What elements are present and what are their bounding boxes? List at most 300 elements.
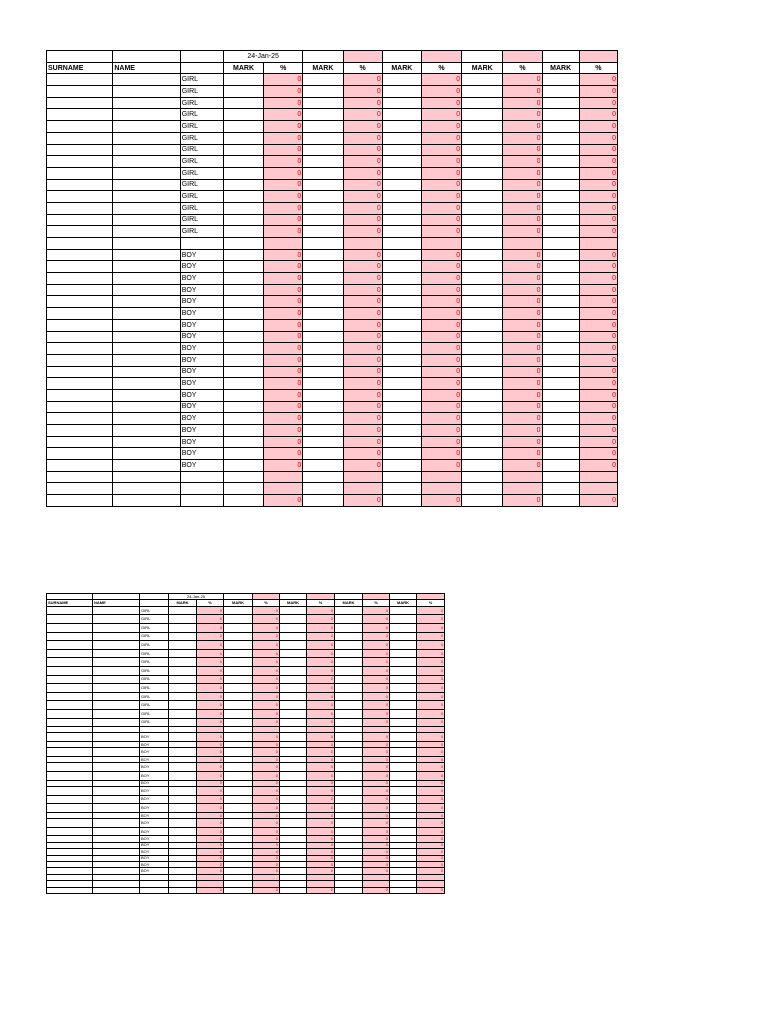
percent-cell[interactable]: 0 [503,331,542,343]
name-cell[interactable] [113,378,180,390]
gender-cell[interactable]: BOY [140,780,169,786]
percent-cell[interactable]: 0 [197,819,224,828]
percent-cell[interactable]: 0 [307,606,335,615]
name-cell[interactable] [93,692,140,701]
mark-cell[interactable] [335,787,363,796]
gender-cell[interactable]: BOY [180,319,223,331]
percent-cell[interactable]: 0 [197,812,224,818]
mark-cell[interactable] [335,718,363,727]
mark-cell[interactable] [169,701,197,710]
mark-cell[interactable] [169,692,197,701]
surname-cell[interactable] [47,733,93,742]
percent-cell[interactable]: 0 [253,658,280,667]
mark-cell[interactable] [462,354,503,366]
percent-cell[interactable]: 0 [417,757,445,763]
percent-cell[interactable]: 0 [579,436,617,448]
gender-cell[interactable]: BOY [180,448,223,460]
percent-cell[interactable]: 0 [363,868,390,874]
blank-cell[interactable] [93,887,140,893]
percent-cell[interactable]: 0 [197,615,224,624]
percent-cell[interactable]: 0 [264,401,303,413]
percent-cell[interactable]: 0 [264,425,303,437]
percent-cell[interactable]: 0 [579,167,617,179]
percent-cell[interactable]: 0 [253,615,280,624]
name-cell[interactable] [113,191,180,203]
mark-cell[interactable] [462,448,503,460]
mark-cell[interactable] [303,179,343,191]
percent-cell[interactable]: 0 [417,641,445,650]
mark-cell[interactable] [462,331,503,343]
percent-cell[interactable]: 0 [253,804,280,813]
mark-cell[interactable] [390,787,417,796]
mark-cell[interactable] [223,97,263,109]
percent-cell[interactable]: 0 [503,273,542,285]
percent-cell[interactable]: 0 [264,308,303,320]
mark-cell[interactable] [224,641,253,650]
percent-header[interactable]: % [579,62,617,74]
mark-cell[interactable] [224,827,253,836]
percent-cell[interactable]: 0 [343,249,382,261]
mark-cell[interactable] [223,191,263,203]
mark-cell[interactable] [224,787,253,796]
percent-cell[interactable]: 0 [363,733,390,742]
mark-cell[interactable] [390,772,417,781]
percent-cell[interactable]: 0 [421,261,461,273]
surname-cell[interactable] [47,261,113,273]
surname-cell[interactable] [47,296,113,308]
percent-cell[interactable]: 0 [253,819,280,828]
percent-cell[interactable]: 0 [253,718,280,727]
name-cell[interactable] [113,401,180,413]
mark-cell[interactable] [169,666,197,675]
mark-cell[interactable] [303,132,343,144]
surname-cell[interactable] [47,273,113,285]
mark-cell[interactable] [303,389,343,401]
mark-cell[interactable] [169,641,197,650]
surname-cell[interactable] [47,684,93,693]
percent-cell[interactable] [264,471,303,483]
blank-cell[interactable] [180,483,223,495]
percent-cell[interactable]: 0 [421,179,461,191]
mark-cell[interactable] [223,448,263,460]
percent-cell[interactable]: 0 [264,86,303,98]
percent-cell[interactable]: 0 [343,214,382,226]
mark-cell[interactable] [390,709,417,718]
name-cell[interactable] [113,144,180,156]
percent-cell[interactable]: 0 [417,849,445,855]
gender-cell[interactable]: BOY [180,343,223,355]
mark-cell[interactable] [303,121,343,133]
mark-cell[interactable] [462,366,503,378]
date-cell[interactable]: 24-Jan-25 [223,51,302,63]
gender-cell[interactable]: BOY [180,249,223,261]
gender-cell[interactable]: BOY [180,413,223,425]
percent-cell[interactable]: 0 [363,812,390,818]
mark-cell[interactable] [223,284,263,296]
gender-cell[interactable]: BOY [180,284,223,296]
mark-cell[interactable] [462,460,503,472]
percent-cell[interactable]: 0 [417,842,445,848]
percent-cell[interactable]: 0 [417,675,445,684]
mark-cell[interactable] [382,343,421,355]
surname-cell[interactable] [47,448,113,460]
mark-cell[interactable] [382,156,421,168]
percent-cell[interactable]: 0 [417,684,445,693]
gender-cell[interactable]: GIRL [140,658,169,667]
percent-cell[interactable]: 0 [343,296,382,308]
total-percent-cell[interactable]: 0 [503,495,542,507]
surname-cell[interactable] [47,308,113,320]
percent-cell[interactable]: 0 [579,308,617,320]
mark-cell[interactable] [382,249,421,261]
percent-cell[interactable]: 0 [417,623,445,632]
surname-cell[interactable] [47,692,93,701]
mark-cell[interactable] [335,606,363,615]
percent-cell[interactable]: 0 [264,296,303,308]
mark-cell[interactable] [382,389,421,401]
percent-cell[interactable]: 0 [503,460,542,472]
blank-cell[interactable] [140,887,169,893]
percent-cell[interactable]: 0 [579,401,617,413]
percent-cell[interactable]: 0 [421,296,461,308]
percent-cell[interactable]: 0 [253,861,280,867]
name-cell[interactable] [93,675,140,684]
mark-cell[interactable] [280,606,307,615]
percent-cell[interactable]: 0 [307,692,335,701]
mark-cell[interactable] [542,343,579,355]
mark-cell[interactable] [303,191,343,203]
percent-header[interactable]: % [197,600,224,606]
mark-cell[interactable] [390,615,417,624]
gender-cell[interactable]: BOY [180,331,223,343]
gender-cell[interactable]: GIRL [180,121,223,133]
percent-cell[interactable]: 0 [197,684,224,693]
percent-cell[interactable]: 0 [264,273,303,285]
mark-cell[interactable] [303,144,343,156]
percent-cell[interactable]: 0 [343,191,382,203]
mark-cell[interactable] [169,623,197,632]
mark-cell[interactable] [169,658,197,667]
name-cell[interactable] [93,827,140,836]
percent-cell[interactable]: 0 [417,772,445,781]
gender-cell[interactable]: BOY [180,354,223,366]
mark-cell[interactable] [280,718,307,727]
name-cell[interactable] [113,273,180,285]
mark-cell[interactable] [223,144,263,156]
percent-cell[interactable]: 0 [503,343,542,355]
mark-cell[interactable] [542,319,579,331]
mark-cell[interactable] [382,191,421,203]
percent-cell[interactable]: 0 [421,191,461,203]
mark-cell[interactable] [303,354,343,366]
mark-header-blank[interactable] [303,51,343,63]
percent-cell[interactable]: 0 [363,623,390,632]
percent-cell[interactable]: 0 [253,772,280,781]
percent-cell[interactable] [579,483,617,495]
gender-cell[interactable]: BOY [180,401,223,413]
percent-cell[interactable]: 0 [503,354,542,366]
percent-cell[interactable]: 0 [579,331,617,343]
mark-cell[interactable] [382,436,421,448]
gender-cell[interactable]: GIRL [140,623,169,632]
percent-cell[interactable]: 0 [417,701,445,710]
mark-cell[interactable] [382,238,421,250]
mark-cell[interactable] [303,238,343,250]
percent-cell[interactable]: 0 [343,97,382,109]
gender-cell[interactable]: BOY [140,855,169,861]
percent-cell[interactable]: 0 [307,718,335,727]
percent-cell[interactable]: 0 [417,780,445,786]
percent-header-band[interactable] [343,51,382,63]
percent-header-band[interactable] [579,51,617,63]
percent-cell[interactable]: 0 [363,780,390,786]
gender-cell[interactable]: GIRL [180,109,223,121]
mark-cell[interactable] [335,658,363,667]
percent-cell[interactable]: 0 [363,827,390,836]
percent-cell[interactable]: 0 [264,156,303,168]
mark-cell[interactable] [382,202,421,214]
percent-cell[interactable]: 0 [307,855,335,861]
percent-cell[interactable]: 0 [264,121,303,133]
mark-cell[interactable] [382,284,421,296]
mark-cell[interactable] [223,273,263,285]
percent-cell[interactable]: 0 [579,249,617,261]
percent-cell[interactable]: 0 [264,331,303,343]
percent-cell[interactable] [421,483,461,495]
total-percent-cell[interactable]: 0 [343,495,382,507]
percent-cell[interactable]: 0 [579,284,617,296]
gender-cell[interactable]: BOY [140,763,169,772]
mark-cell[interactable] [382,86,421,98]
percent-cell[interactable]: 0 [421,167,461,179]
percent-cell[interactable]: 0 [421,202,461,214]
percent-cell[interactable]: 0 [197,827,224,836]
name-cell[interactable] [113,261,180,273]
percent-cell[interactable]: 0 [421,331,461,343]
surname-cell[interactable] [47,167,113,179]
surname-cell[interactable] [47,132,113,144]
percent-cell[interactable]: 0 [197,763,224,772]
mark-cell[interactable] [542,249,579,261]
percent-cell[interactable]: 0 [253,742,280,748]
mark-cell[interactable] [542,284,579,296]
surname-cell[interactable] [47,249,113,261]
mark-cell[interactable] [169,615,197,624]
name-cell[interactable] [113,389,180,401]
gender-cell[interactable]: BOY [180,378,223,390]
percent-cell[interactable]: 0 [579,121,617,133]
percent-cell[interactable]: 0 [363,709,390,718]
mark-cell[interactable] [542,483,579,495]
percent-cell[interactable]: 0 [264,378,303,390]
gender-cell[interactable]: BOY [140,757,169,763]
mark-cell[interactable] [462,238,503,250]
percent-cell[interactable]: 0 [307,795,335,804]
percent-cell[interactable]: 0 [307,787,335,796]
mark-cell[interactable] [280,709,307,718]
mark-cell[interactable] [223,378,263,390]
total-percent-cell[interactable]: 0 [197,887,224,893]
mark-cell[interactable] [280,733,307,742]
percent-cell[interactable]: 0 [264,366,303,378]
surname-cell[interactable] [47,74,113,86]
mark-cell[interactable] [462,179,503,191]
gender-cell[interactable]: GIRL [180,132,223,144]
gender-cell[interactable]: GIRL [140,666,169,675]
mark-cell[interactable] [542,296,579,308]
mark-cell[interactable] [280,666,307,675]
name-cell[interactable] [93,819,140,828]
percent-cell[interactable]: 0 [253,849,280,855]
mark-cell[interactable] [280,684,307,693]
mark-cell[interactable] [542,109,579,121]
name-cell[interactable] [113,366,180,378]
name-cell[interactable] [113,354,180,366]
mark-cell[interactable] [542,436,579,448]
percent-cell[interactable]: 0 [197,718,224,727]
name-cell[interactable] [113,296,180,308]
percent-header-band[interactable] [503,51,542,63]
mark-cell[interactable] [280,615,307,624]
percent-cell[interactable]: 0 [579,425,617,437]
mark-cell[interactable] [223,483,263,495]
surname-cell[interactable] [47,226,113,238]
gender-cell[interactable]: BOY [140,827,169,836]
mark-cell[interactable] [390,804,417,813]
mark-cell[interactable] [542,460,579,472]
name-cell[interactable] [113,226,180,238]
percent-cell[interactable] [503,483,542,495]
mark-cell[interactable] [335,887,363,893]
gender-cell[interactable]: GIRL [140,684,169,693]
percent-cell[interactable]: 0 [579,319,617,331]
percent-cell[interactable]: 0 [343,121,382,133]
percent-cell[interactable]: 0 [579,448,617,460]
percent-cell[interactable]: 0 [197,675,224,684]
mark-cell[interactable] [335,666,363,675]
gender-cell[interactable]: BOY [180,261,223,273]
surname-cell[interactable] [47,748,93,757]
mark-cell[interactable] [224,763,253,772]
percent-cell[interactable]: 0 [253,684,280,693]
percent-cell[interactable]: 0 [253,868,280,874]
gender-cell[interactable]: BOY [180,460,223,472]
mark-cell[interactable] [280,887,307,893]
mark-cell[interactable] [280,649,307,658]
mark-cell[interactable] [335,632,363,641]
gender-cell[interactable]: BOY [140,742,169,748]
surname-cell[interactable] [47,319,113,331]
percent-cell[interactable]: 0 [421,460,461,472]
percent-cell[interactable]: 0 [417,827,445,836]
percent-cell[interactable]: 0 [343,144,382,156]
percent-cell[interactable]: 0 [421,366,461,378]
percent-cell[interactable]: 0 [503,261,542,273]
percent-cell[interactable]: 0 [264,191,303,203]
percent-cell[interactable]: 0 [363,763,390,772]
percent-cell[interactable]: 0 [503,121,542,133]
mark-cell[interactable] [542,401,579,413]
mark-cell[interactable] [382,413,421,425]
mark-cell[interactable] [303,331,343,343]
percent-cell[interactable]: 0 [579,354,617,366]
mark-cell[interactable] [382,331,421,343]
percent-cell[interactable]: 0 [307,675,335,684]
name-cell[interactable] [113,86,180,98]
gender-cell[interactable]: BOY [140,787,169,796]
gender-cell[interactable]: BOY [140,819,169,828]
percent-cell[interactable]: 0 [503,97,542,109]
mark-cell[interactable] [303,202,343,214]
percent-cell[interactable]: 0 [253,632,280,641]
mark-cell[interactable] [223,226,263,238]
percent-cell[interactable]: 0 [363,772,390,781]
percent-cell[interactable]: 0 [307,658,335,667]
name-cell[interactable] [113,249,180,261]
percent-cell[interactable]: 0 [503,214,542,226]
mark-cell[interactable] [303,214,343,226]
percent-cell[interactable]: 0 [343,389,382,401]
mark-cell[interactable] [542,74,579,86]
surname-cell[interactable] [47,144,113,156]
percent-cell[interactable]: 0 [343,156,382,168]
percent-cell[interactable]: 0 [197,641,224,650]
percent-cell[interactable]: 0 [503,436,542,448]
gender-cell[interactable]: GIRL [140,718,169,727]
percent-cell[interactable]: 0 [343,202,382,214]
percent-cell[interactable]: 0 [363,658,390,667]
percent-cell[interactable] [343,471,382,483]
gender-cell[interactable]: BOY [140,849,169,855]
mark-cell[interactable] [382,495,421,507]
name-cell[interactable] [113,319,180,331]
mark-header[interactable]: MARK [303,62,343,74]
blank-cell[interactable] [113,483,180,495]
mark-cell[interactable] [382,308,421,320]
mark-cell[interactable] [223,471,263,483]
gender-cell[interactable]: GIRL [180,179,223,191]
percent-cell[interactable]: 0 [253,606,280,615]
gender-cell[interactable]: BOY [180,425,223,437]
percent-cell[interactable]: 0 [417,804,445,813]
gender-cell[interactable]: GIRL [180,226,223,238]
surname-cell[interactable] [47,86,113,98]
mark-cell[interactable] [382,144,421,156]
surname-cell[interactable] [47,666,93,675]
mark-cell[interactable] [462,109,503,121]
percent-cell[interactable]: 0 [421,319,461,331]
name-cell[interactable] [113,97,180,109]
mark-cell[interactable] [335,692,363,701]
mark-cell[interactable] [224,733,253,742]
percent-cell[interactable]: 0 [363,692,390,701]
mark-cell[interactable] [223,413,263,425]
mark-cell[interactable] [542,214,579,226]
percent-cell[interactable]: 0 [421,86,461,98]
mark-header[interactable]: MARK [223,62,263,74]
percent-cell[interactable]: 0 [343,331,382,343]
percent-cell[interactable]: 0 [343,448,382,460]
surname-cell[interactable] [47,97,113,109]
surname-cell[interactable] [47,179,113,191]
mark-cell[interactable] [382,460,421,472]
percent-cell[interactable]: 0 [264,389,303,401]
mark-cell[interactable] [542,366,579,378]
mark-cell[interactable] [224,718,253,727]
percent-cell[interactable]: 0 [264,214,303,226]
gender-cell[interactable]: GIRL [140,632,169,641]
mark-cell[interactable] [303,483,343,495]
